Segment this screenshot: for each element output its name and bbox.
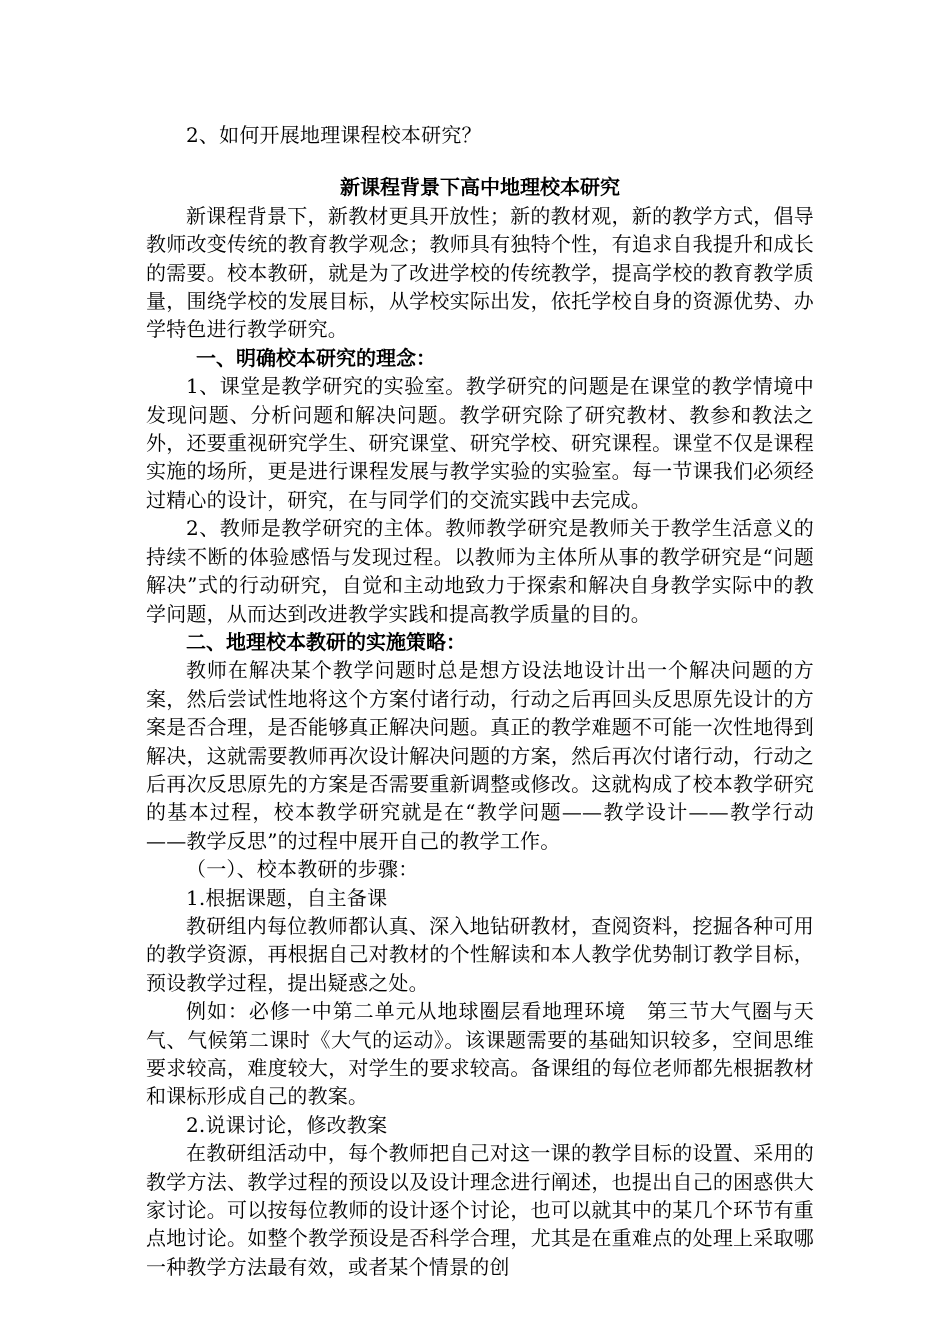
section1-paragraph-1: 1、课堂是教学研究的实验室。教学研究的问题是在课堂的教学情境中发现问题、分析问题和解决问题。教学研究除了研究教材、教参和教法之外，还要重视研究学生、研究课堂、研究学校、研究课程。课堂不仅是课程实施的场所，更是进行课程发展与教学实验的实验室。每一节课我们必须经过精心的设计，研究，在与同学们的交流实践中去完成。 [146, 374, 814, 512]
step2-paragraph-1: 在教研组活动中，每个教师把自己对这一课的教学目标的设置、采用的教学方法、教学过程的预设以及设计理念进行阐述，也提出自己的困惑供大家讨论。可以按每位教师的设计逐个讨论，也可以就其中的某几个环节有重点地讨论。如整个教学预设是否科学合理，尤其是在重难点的处理上采取哪一种教学方法最有效，或者某个情景的创 [146, 1141, 814, 1279]
document-title: 新课程背景下高中地理校本研究 [340, 175, 620, 200]
section2-heading: 二、地理校本教研的实施策略： [186, 629, 466, 654]
section1-heading: 一、明确校本研究的理念： [196, 345, 436, 370]
section1-paragraph-2: 2、教师是教学研究的主体。教师教学研究是教师关于教学生活意义的持续不断的体验感悟与发现过程。以教师为主体所从事的教学研究是“问题解决”式的行动研究，自觉和主动地致力于探索和解决自身教学实际中的教学问题，从而达到改进教学实践和提高教学质量的目的。 [146, 516, 814, 626]
step1-title: 1.根据课题，自主备课 [186, 885, 388, 910]
step1-paragraph-2: 例如：必修一中第二单元从地球圈层看地理环境 第三节大气圈与天气、气候第二课时《大气的运动》。该课题需要的基础知识较多，空间思维要求较高，难度较大，对学生的要求较高。备课组的每位老师都先根据教材和课标形成自己的教案。 [146, 999, 814, 1109]
steps-heading: （一）、校本教研的步骤： [186, 857, 419, 882]
document-page [146, 121, 814, 1281]
intro-paragraph: 新课程背景下，新教材更具开放性；新的教材观，新的教学方式，倡导教师改变传统的教育教学观念；教师具有独特个性，有追求自我提升和成长的需要。校本教研，就是为了改进学校的传统教学，提高学校的教育教学质量，围绕学校的发展目标，从学校实际出发，依托学校自身的资源优势、办学特色进行教学研究。 [146, 203, 814, 342]
step2-title: 2.说课讨论，修改教案 [186, 1112, 388, 1137]
section2-paragraph-1: 教师在解决某个教学问题时总是想方设法地设计出一个解决问题的方案，然后尝试性地将这个方案付诸行动，行动之后再回头反思原先设计的方案是否合理，是否能够真正解决问题。真正的教学难题不可能一次性地得到解决，这就需要教师再次设计解决问题的方案，然后再次付诸行动，行动之后再次反思原先的方案是否需要重新调整或修改。这就构成了校本教学研究的基本过程，校本教学研究就是在“教学问题——教学设计——教学行动——教学反思”的过程中展开自己的教学工作。 [146, 658, 814, 853]
step1-paragraph-1: 教研组内每位教师都认真、深入地钻研教材，查阅资料，挖掘各种可用的教学资源，再根据自己对教材的个性解读和本人教学优势制订教学目标，预设教学过程，提出疑惑之处。 [146, 913, 814, 995]
question-line: 2、如何开展地理课程校本研究？ [186, 123, 482, 147]
